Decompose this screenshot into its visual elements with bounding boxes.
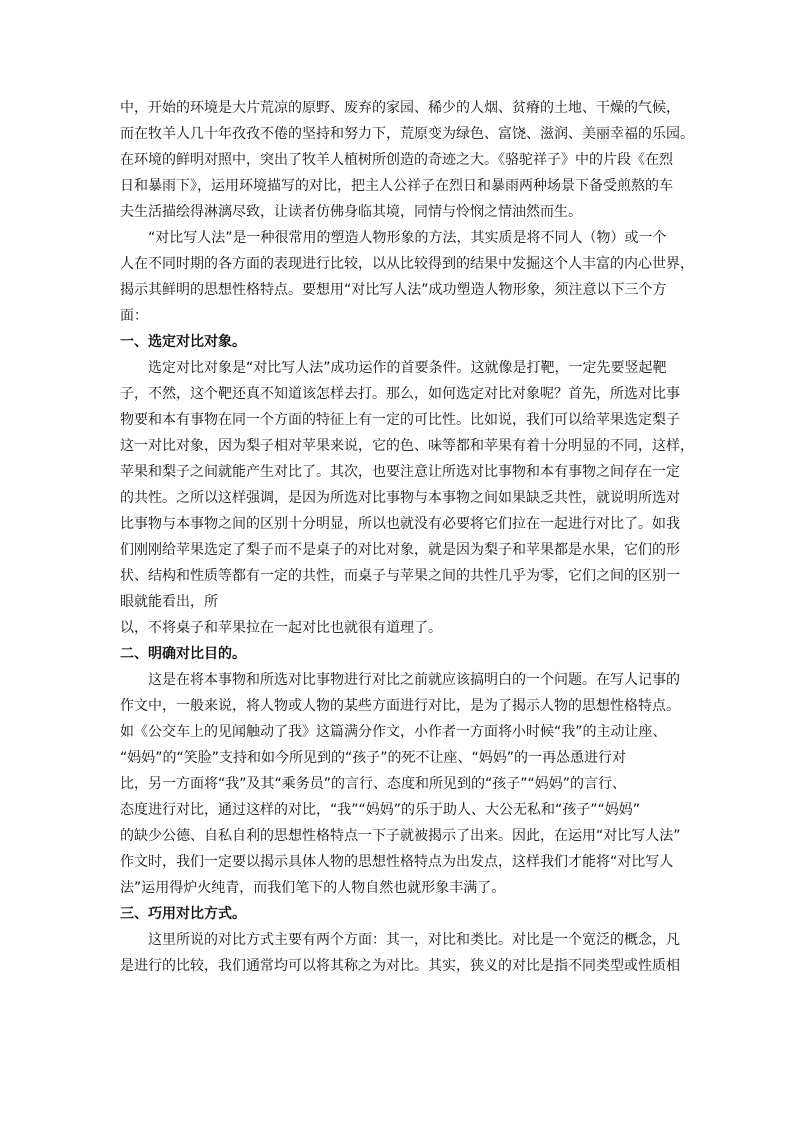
text-line: 选定对比对象是“对比写人法”成功运作的首要条件。这就像是打靶，一定先要竖起靶 <box>148 360 667 376</box>
text-line: 夫生活描绘得淋漓尽致，让读者仿佛身临其境，同情与怜悯之情油然而生。 <box>120 204 582 220</box>
text-line: 的缺少公德、自私自利的思想性格特点一下子就被揭示了出来。因此，在运用“对比写人法” <box>120 828 681 844</box>
text-line: 作文时，我们一定要以揭示具体人物的思想性格特点为出发点，这样我们才能将“对比写人 <box>120 854 674 870</box>
text-line: 以，不将桌子和苹果拉在一起对比也就很有道理了。 <box>120 620 442 636</box>
text-line: 态度进行对比，通过这样的对比，“我”“妈妈”的乐于助人、大公无私和“孩子”“妈妈” <box>120 802 641 818</box>
text-line: 而在牧羊人几十年孜孜不倦的坚持和努力下，荒原变为绿色、富饶、滋润、美丽幸福的乐园。 <box>120 126 694 142</box>
text-line: 作文中，一般来说，将人物或人物的某些方面进行对比，是为了揭示人物的思想性格特点。 <box>120 698 680 714</box>
text-line: 比事物与本事物之间的区别十分明显，所以也就没有必要将它们拉在一起进行对比了。如我 <box>120 516 680 532</box>
text-line: 法”运用得炉火纯青，而我们笔下的人物自然也就形象丰满了。 <box>120 880 506 896</box>
text-line: 眼就能看出，所 <box>120 594 218 610</box>
text-line: 在环境的鲜明对照中，突出了牧羊人植树所创造的奇迹之大。《骆驼祥子》中的片段《在烈 <box>120 152 673 168</box>
text-line: 们刚刚给苹果选定了梨子而不是桌子的对比对象，就是因为梨子和苹果都是水果，它们的形 <box>120 542 680 558</box>
text-line: 揭示其鲜明的思想性格特点。要想用“对比写人法”成功塑造人物形象，须注意以下三个方 <box>120 282 667 298</box>
text-line: 日和暴雨下》，运用环境描写的对比，把主人公祥子在烈日和暴雨两种场景下备受煎熬的车 <box>120 178 673 194</box>
text-line: 人在不同时期的各方面的表现进行比较，以从比较得到的结果中发掘这个人丰富的内心世界， <box>120 256 694 272</box>
text-line: 物要和本有事物在同一个方面的特征上有一定的可比性。比如说，我们可以给苹果选定梨子 <box>120 412 680 428</box>
section-heading: 一、选定对比对象。 <box>120 334 246 350</box>
section-heading: 三、巧用对比方式。 <box>120 906 246 922</box>
document-page <box>120 95 694 979</box>
text-line: 苹果和梨子之间就能产生对比了。其次，也要注意让所选对比事物和本有事物之间存在一定 <box>120 464 680 480</box>
text-line: 面： <box>120 308 148 324</box>
text-line: 如《公交车上的见闻触动了我》这篇满分作文，小作者一方面将小时候“我”的主动让座、 <box>120 724 667 740</box>
text-line: 这一对比对象，因为梨子相对苹果来说，它的色、味等都和苹果有着十分明显的不同，这样， <box>120 438 694 454</box>
text-line: 子，不然，这个靶还真不知道该怎样去打。那么，如何选定对比对象呢？首先，所选对比事 <box>120 386 680 402</box>
section-heading: 二、明确对比目的。 <box>120 646 246 662</box>
text-line: 比，另一方面将“我”及其“乘务员”的言行、态度和所见到的“孩子”“妈妈”的言行、 <box>120 776 627 792</box>
text-line: “对比写人法”是一种很常用的塑造人物形象的方法，其实质是将不同人（物）或一个 <box>148 230 667 246</box>
text-line: “妈妈”的“笑脸”支持和如今所见到的“孩子”的死不让座、“妈妈”的一再怂恿进行对 <box>120 750 627 766</box>
text-line: 是进行的比较，我们通常均可以将其称之为对比。其实，狭义的对比是指不同类型或性质相 <box>120 958 680 974</box>
text-line: 状、结构和性质等都有一定的共性，而桌子与苹果之间的共性几乎为零，它们之间的区别一 <box>120 568 680 584</box>
text-line: 这里所说的对比方式主要有两个方面：其一，对比和类比。对比是一个宽泛的概念，凡 <box>148 932 680 948</box>
text-line: 这是在将本事物和所选对比事物进行对比之前就应该搞明白的一个问题。在写人记事的 <box>148 672 680 688</box>
text-line: 中，开始的环境是大片荒凉的原野、废弃的家园、稀少的人烟、贫瘠的土地、干燥的气候， <box>120 100 680 116</box>
text-line: 的共性。之所以这样强调，是因为所选对比事物与本事物之间如果缺乏共性，就说明所选对 <box>120 490 680 506</box>
